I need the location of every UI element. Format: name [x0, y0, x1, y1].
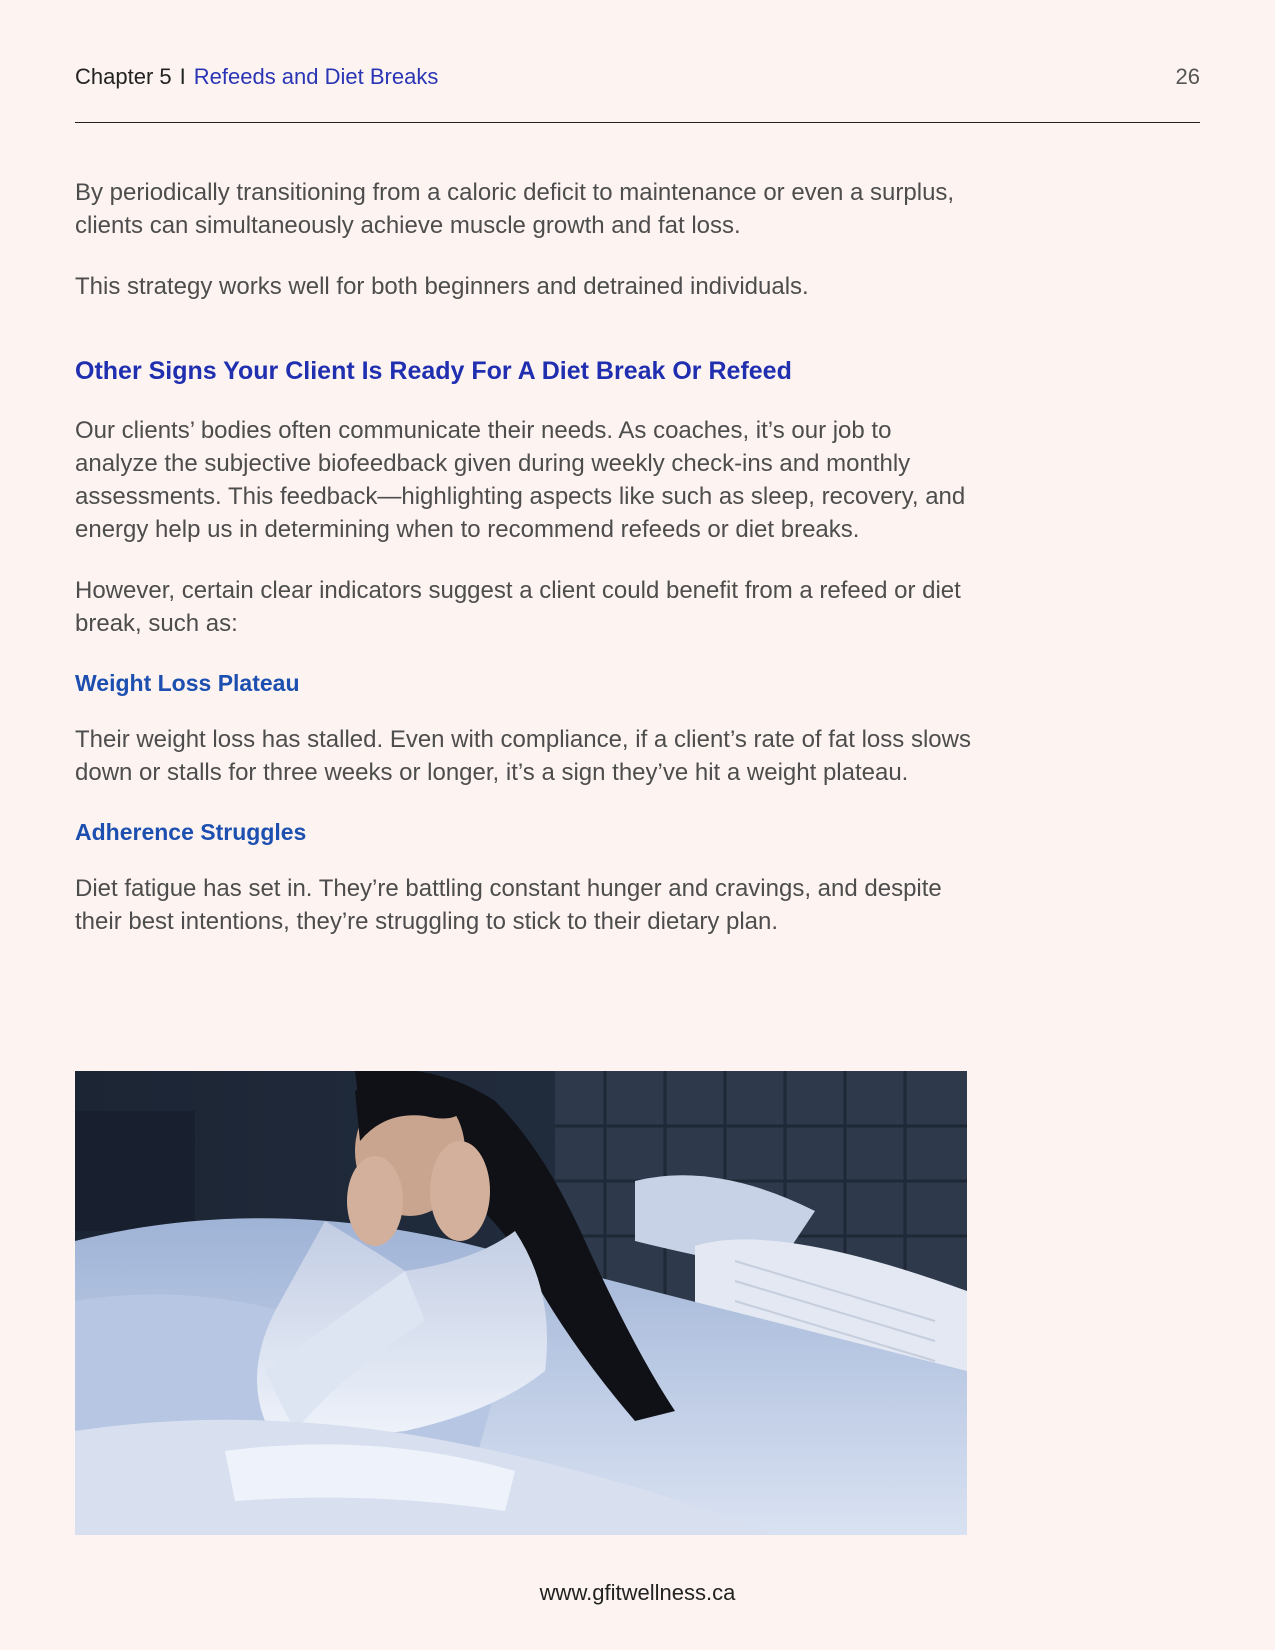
page-header — [75, 60, 1200, 123]
photo-illustration — [75, 1071, 967, 1535]
subsection-heading-adherence-struggles: Adherence Struggles — [75, 819, 307, 845]
chapter-separator: I — [179, 64, 186, 89]
intro-paragraph-1: By periodically transitioning from a caloric deficit to maintenance or even a surplus, clients can simultaneously achieve muscle growth and fat loss. — [75, 179, 955, 239]
page-number: 26 — [1175, 64, 1200, 89]
footer-website: www.gfitwellness.ca — [539, 1580, 736, 1605]
subsection-text-adherence-struggles: Diet fatigue has set in. They’re battling constant hunger and cravings, and despite their best intentions, they’re struggling to stick to their dietary plan. — [75, 875, 942, 935]
main-content — [75, 176, 975, 966]
section-paragraph-2: However, certain clear indicators suggest a client could benefit from a refeed or diet break, such as: — [75, 577, 961, 637]
subsection-text-weight-loss-plateau: Their weight loss has stalled. Even with compliance, if a client’s rate of fat loss slows down or stalls for three weeks or longer, it’s a sign they’ve hit a weight plateau. — [75, 726, 971, 786]
subsection-heading-weight-loss-plateau: Weight Loss Plateau — [75, 670, 300, 696]
section-paragraph-1: Our clients’ bodies often communicate their needs. As coaches, it’s our job to analyze the subjective biofeedback given during weekly check-ins and monthly assessments. This feedback—highlighting aspects like such as sleep, recovery, and energy help us in determining when to recommend refeeds or diet breaks. — [75, 417, 966, 543]
chapter-label: Chapter 5 — [75, 64, 172, 89]
photo-woman-in-bed — [75, 1071, 967, 1535]
intro-paragraph-2: This strategy works well for both beginners and detrained individuals. — [75, 273, 809, 300]
chapter-heading — [75, 64, 438, 90]
section-heading: Other Signs Your Client Is Ready For A Diet Break Or Refeed — [75, 357, 792, 385]
chapter-title: Refeeds and Diet Breaks — [193, 64, 439, 89]
